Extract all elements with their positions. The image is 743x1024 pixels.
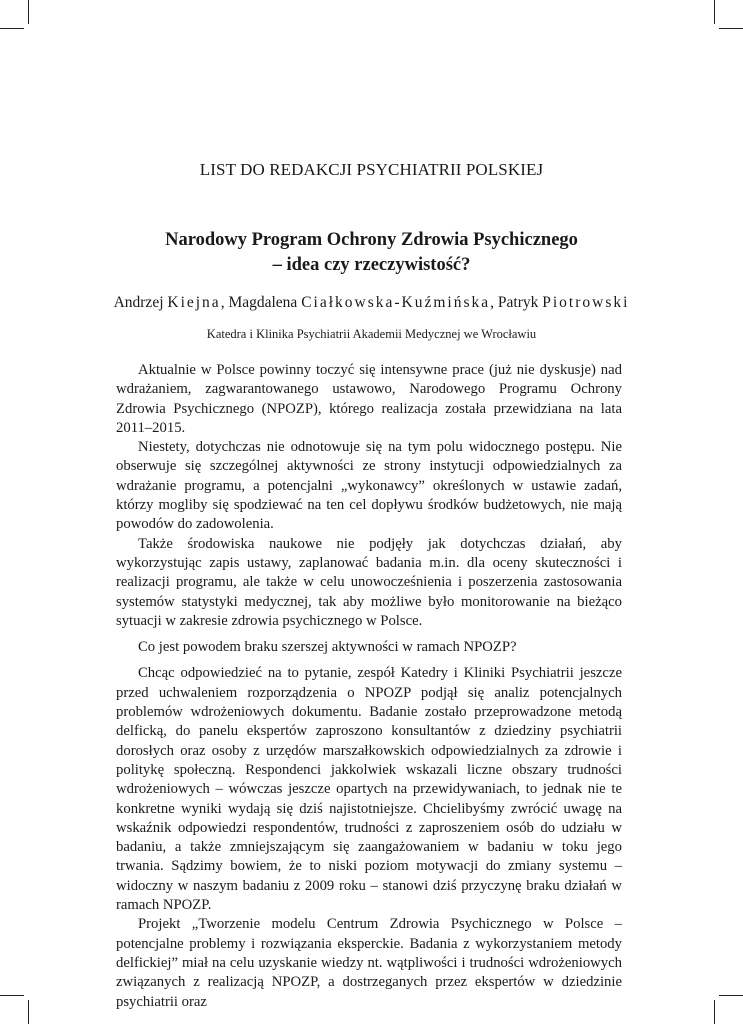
crop-mark-bottom-right-h bbox=[719, 995, 743, 996]
article-title-line-1: Narodowy Program Ochrony Zdrowia Psychicznego bbox=[165, 230, 578, 250]
article-title bbox=[80, 228, 663, 278]
crop-mark-bottom-right-v bbox=[714, 1000, 715, 1024]
crop-mark-top-left-v bbox=[28, 0, 29, 24]
author-3-first-name: Patryk bbox=[497, 294, 539, 311]
body-paragraph-1: Aktualnie w Polsce powinny toczyć się intensywne prace (już nie dyskusje) nad wdrażaniem, zagwarantowanego ustawowo, Narodowego Programu Ochrony Zdrowia Psychicznego (NPOZP), którego realizacja została przewidziana na lata 2011–2015. bbox=[116, 362, 622, 436]
body-paragraph-4: Co jest powodem braku szerszej aktywności w ramach NPOZP? bbox=[138, 639, 517, 656]
author-3-last-name: Piotrowski bbox=[542, 294, 630, 311]
author-list bbox=[0, 294, 743, 312]
author-2-first-name: Magdalena bbox=[228, 294, 298, 311]
crop-mark-bottom-left-h bbox=[0, 995, 24, 996]
article-body bbox=[116, 361, 622, 1012]
crop-mark-bottom-left-v bbox=[28, 1000, 29, 1024]
affiliation: Katedra i Klinika Psychiatrii Akademii Medycznej we Wrocławiu bbox=[206, 327, 537, 341]
body-paragraph-6: Projekt „Tworzenie modelu Centrum Zdrowia Psychicznego w Polsce – potencjalne problemy i rozwiązania eksperckie. Badania z wykorzystaniem metody delfickiej” miał na celu uzyskanie wiedzy nt. wątpliwości i trudności wdrożeniowych związanych z realizacją NPOZP, a dostrzeganych przez ekspertów w dziedzinie psychiatrii oraz bbox=[116, 916, 622, 1010]
author-2-last-name: Ciałkowska-Kuźmińska bbox=[301, 294, 491, 311]
crop-mark-top-right-v bbox=[714, 0, 715, 24]
author-1-first-name: Andrzej bbox=[113, 294, 164, 311]
body-paragraph-3: Także środowiska naukowe nie podjęły jak dotychczas działań, aby wykorzystując zapis ustawy, zaplanować badania m.in. dla oceny skuteczności i realizacji programu, ale także w celu unowocześnienia i poszerzenia zastosowania systemów statystyki medycznej, tak aby możliwe było monitorowanie na bieżąco sytuacji w zakresie zdrowia psychicznego w Polsce. bbox=[116, 535, 622, 629]
author-1-last-name: Kiejna bbox=[167, 294, 221, 311]
crop-mark-top-right-h bbox=[719, 28, 743, 29]
body-paragraph-5: Chcąc odpowiedzieć na to pytanie, zespół Katedry i Kliniki Psychiatrii jeszcze przed uchwaleniem rozporządzenia o NPOZP podjął się analiz potencjalnych problemów wdrożeniowych dokumentu. Badanie zostało przeprowadzone metodą delficką, do panelu ekspertów zaproszono konsultantów z dziedziny psychiatrii dorosłych oraz osoby z urzędów marszałkowskich odpowiedzialnych za zdrowie i politykę społeczną. Respondenci jakkolwiek wskazali liczne obszary trudności wdrożeniowych – wówczas jeszcze opartych na przewidywaniach, to jednak nie te konkretne wyniki wydają się dziś najistotniejsze. Chcielibyśmy zwrócić uwagę na wskaźnik odpowiedzi respondentów, trudności z zaproszeniem osób do udziału w badaniu, a także zmniejszającym się zaangażowaniem w badaniu w toku jego trwania. Sądzimy bowiem, że to niski poziom motywacji do zmiany systemu – widoczny w naszym badaniu z 2009 roku – stanowi dziś przyczynę braku działań w ramach NPOZP. bbox=[116, 665, 622, 914]
article-title-line-2: – idea czy rzeczywistość? bbox=[272, 255, 471, 275]
body-paragraph-2: Niestety, dotychczas nie odnotowuje się na tym polu widocznego postępu. Nie obserwuje się szczególnej aktywności ze strony instytucji odpowiedzialnych za wdrażanie programu, a potencjalni „wykonawcy” określonych w ustawie zadań, którzy mogliby się spodziewać na ten cel dopływu środków budżetowych, nie mają powodów do zadowolenia. bbox=[116, 439, 622, 533]
section-title: LIST DO REDAKCJI PSYCHIATRII POLSKIEJ bbox=[199, 160, 544, 179]
author-separator: , bbox=[220, 294, 229, 311]
author-separator: , bbox=[490, 294, 498, 311]
crop-mark-top-left-h bbox=[0, 28, 24, 29]
